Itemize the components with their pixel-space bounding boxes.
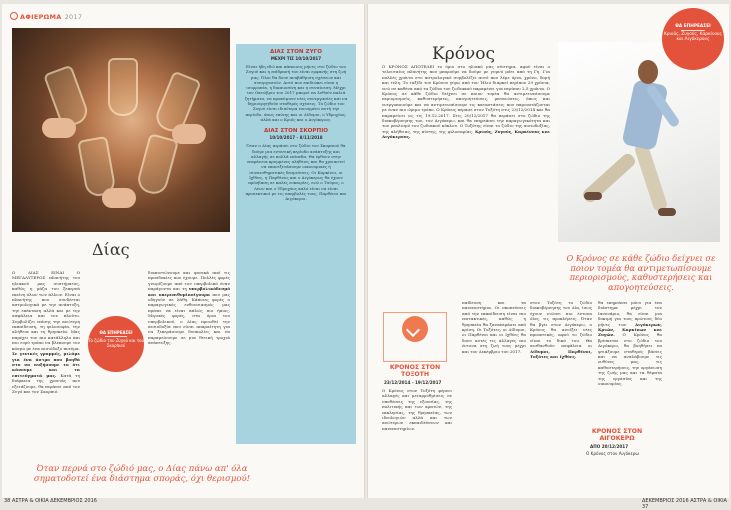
body-column: Ο ΔΙΑΣ ΕΙΝΑΙ Ο ΜΕΓΑΛΥΤΕΡΟΣ πλανήτης του ηλιακού μας συστήματος, καθώς η μάζα του ξεπερνά εκείνη όλων των άλλων. Είναι ο πλανήτης που συνδέεται αστρολογικά με την ανάπτυξη, την επέκταση αλλά και με την ασφάλεια και τον πλούτο. Συμβολίζει επίσης την ανώτερη εκπαίδευση, τη φιλοσοφία, την αλήθεια και τη θρησκεία. Μας παρέχει τον πιο κατάλληλο και πιο ευρύ τρόπο να βλέπουμε τον κόσμο με ένα αισιόδοξο πνεύμα. Σε γενικές γραμμές, μιλάμε για ένα άστρο που βοηθά στο να αυξήσουμε το ότι κάνουμε και τα επιτεύγματά μας. Κατά τη διάρκεια της χρονιάς που εξετάζουμε, θα περάσει από τον Ζυγό και τον Σκορπιό. xyxy=(12,270,80,394)
pull-quote: Όταν περνά στο ζώδιό μας, ο Δίας πάνω απ' όλα σηματοδοτεί ένα διάστημα σποράς, όχι θερισμού! xyxy=(33,464,251,484)
body-column: διαπιστώνουμε και φυσικά από τις προσδοκίες που έχουμε. Πολλές φορές γνωρίζουμε από τον υπερβολικό έναν παράγοντα και τη υπερβολικόδεσμό και υπερεπιθυμίασίγουρα που μας οδηγούν σε λάθη. Κάποιες φορές ο παραγωγικός ενθουσιασμός μας πρέπει να είναι απλώς πιο ήπιος. Μερικές φορές, στα όρια του υπερβολικού, ο Δίας προωθεί την αισιοδοξία που είναι απαραίτητη για να ξεπεράσουμε δυσκολίες και να παραμείνουμε σε μια θετική τροχιά ανάπτυξης. xyxy=(148,270,230,346)
affects-badge: ΘΑ ΕΠΗΡΕΑΣΕΙ Κριούς, Ζυγούς, Καρκίνους και Αιγόκερους xyxy=(662,8,724,70)
pull-quote: Ο Κρόνος σε κάθε ζώδιο δείχνει σε ποιον τομέα θα αντιμετωπίσουμε περιορισμούς, καθυστερήσεις και απογοητεύσεις. xyxy=(566,253,716,292)
body-column: Ο ΚΡΟΝΟΣ ΑΠΟΤΕΛΕΙ το όριο στο ηλιακό μας σύστημα, αφού είναι ο τελευταίος πλανήτης που μπορούμε να δούμε με γυμνό μάτι από τη Γη. Για πολλές χρόνια στο αστρολογικό συμβολίζει αυτό που λέμε όρια, χρόνο, δομή και τέλη. Το ταξίδι του Κρόνου γύρω από τον Ήλιο διαρκεί περίπου 29 χρόνια, ενώ σε καθένα από τα ζώδια του ζωδιακού παραμένει για περίπου 2,5 χρόνια. Ο Κρόνος σε κάθε ζώδιο δείχνει σε ποιον τομέα θα αντιμετωπίσουμε περιορισμούς, καθυστερήσεις, απογοητεύσεις, ματαιώσεις, όπως και ενεργοποιούμε και να αντιμετωπίσουμε τις καταστάσεις που παρουσιάζονται με έναν πιο ώριμο τρόπο. Ο Κρόνος πέρασε στον Τοξότη στις 23/12/2014 και θα παραμείνει ως τις 19.12.2017. Στις 20/12/2017 θα περάσει στο ζώδιο της διακυβέρνησης του, τον Αιγόκερω, και θα επηρεάσει την παραγωγικότητα και τον ρεαλισμό του ζωδιακού κύκλου. Ο Τοξότης είναι το ζώδιο της αισιοδοξίας, της αλήθειας, της πίστης, της φιλοσοφίας. Κριούς, Ζυγούς, Καρκίνους και Αιγόκερους. xyxy=(382,64,550,140)
circle-bullet-icon xyxy=(10,12,18,20)
article-title-dias: Δίας xyxy=(92,240,130,259)
transit-date: 23/12/2014 - 19/12/2017 xyxy=(384,380,442,385)
saturn-transits-section xyxy=(380,300,722,490)
sidebar-heading: ΔΙΑΣ ΣΤΟΝ ΖΥΓΟ xyxy=(270,49,322,55)
sidebar-text: Όταν ο Δίας περάσει στο ζώδιο του Σκορπιού θα δούμε μια εντατική περίοδο ανάπτυξης και αλλαγής σε πολλά επίπεδα. Θα έρθουν στην επιφάνεια κρυμμένες αλήθειες και θα χρειαστεί να επανεξετάσουμε οικονομικές ή συναισθηματικές δεσμεύσεις. Οι Καρκίνοι, οι Ιχθύες, η Παρθένος και ο Αιγόκερως θα έχουν πρόσβαση σε καλές ευκαιρίες, ενώ ο Ταύρος, ο Λέων και ο Υδροχόος καλό είναι να είναι προσεκτικοί με τις υπερβολές τους. Παρθένοι και Αιγόκεροι. xyxy=(245,143,347,202)
sidebar-date: 10/10/2017 - 8/11/2018 xyxy=(269,135,323,141)
hand-image xyxy=(172,124,206,144)
transit-date: ΑΠΟ 20/12/2017 xyxy=(590,444,629,449)
article-title-kronos: Κρόνος xyxy=(432,44,496,64)
toxoti-box xyxy=(380,300,458,490)
footer-left: 38 ΑΣΤΡΑ & ΟΙΚΙΑ ΔΕΚΕΜΒΡΙΟΣ 2016 xyxy=(4,498,97,504)
glass-image xyxy=(108,58,138,116)
toast-photo xyxy=(12,28,230,232)
transit-heading: ΚΡΟΝΟΣ ΣΤΟΝ ΑΙΓΟΚΕΡΩ xyxy=(591,428,643,442)
transit-text: Ο Κρόνος στον Τοξότη φέρνει αλλαγές και μεταρρυθμίσεις σε υποθέσεις της εξουσίας, της πολιτικής και των κρατών, της εκκλησίας, της θρησκείας, των ιδεολογιών αλλά και των ανώτερων εκπαιδεύσεων και πανεπιστημίων. xyxy=(382,388,452,431)
transit-heading: ΚΡΟΝΟΣ ΣΤΟΝ ΤΟΞΟΤΗ xyxy=(389,364,441,378)
jupiter-sidebar-box xyxy=(236,44,356,444)
hand-image xyxy=(42,118,76,138)
body-column: παίδευση και τα πανεπιστήμια. Οι σκοπεύσεις από την εκπαίδευση είναι πιο επιτακτικές, καθώς η θρησκεία θα ξαναπεράσει από κρίση. Οι Τοξότες, οι Δίδυμοι, οι Παρθένοι και οι Ιχθύες θα δουν αυτές τις αλλαγές πιο έντονα στη ζωή τους μέχρι και τον Δεκέμβριο του 2017. xyxy=(462,300,526,354)
sidebar-text: Είναι ήδη εδώ και κάποιους μήνες στο ζώδιο του Ζυγού και η επίδρασή του είναι εμφανής στη ζωή μας. Όλοι θα δουν αναβάθμιση σχέσεων και συνεργασιών. Αυτό που επιδιώκει είναι η ισορροπία, η δικαιοσύνη και η συναίνεση. Μέχρι τον Οκτώβριο του 2017 μπορεί να λυθούν παλιά ζητήματα, να προκύψουν νέες συνεργασίες και να δημιουργηθούν σταθερές σχέσεις. Το ζώδιο του Ζυγού είναι ιδιαίτερα ευνοημένο αυτή την περίοδο, όπως επίσης και οι Δίδυμοι, ο Υδροχόος, αλλά και ο Κριός και ο Αιγόκερως. xyxy=(244,64,348,122)
section-header: ΑΦΙΕΡΩΜΑ 2017 xyxy=(10,12,82,21)
right-page xyxy=(368,4,729,498)
sidebar-date: ΜΕΧΡΙ ΤΙΣ 10/10/2017 xyxy=(270,56,322,61)
footer-right: ΔΕΚΕΜΒΡΙΟΣ 2016 ΑΣΤΡΑ & ΟΙΚΙΑ 37 xyxy=(642,498,727,510)
sidebar-heading: ΔΙΑΣ ΣΤΟΝ ΣΚΟΡΠΙΟ xyxy=(263,128,329,135)
affects-badge: ΘΑ ΕΠΗΡΕΑΣΕΙ Το ζώδιο του Ζυγού και του Σκορπιού xyxy=(88,316,144,372)
body-column: θα επηρεάσει μόνο για ένα διάστημα μέχρι τον Ιανουάριο, θα είναι μια δοκιμή για τους πρώτους δύο μήνες των Αιγόκερων, Κριών, Καρκίνων και Ζυγών. Ο Κρόνος θα βρίσκεται στο ζώδιο του Αιγόκερω, θα βοηθήσει να φτιάξουμε σταθερές βάσεις και να αναλάβουμε τις ευθύνες μας, τις καθυστερήσεις, την οργάνωση της ζωής μας και τα θέματα της εργασίας και της οικονομίας. xyxy=(598,300,662,387)
body-column: στον Τοξότη το ζώδιο διακυβέρνησης του Δία, ίσως έχουν νιώσει πιο έντονα όλες τις προκλήσεις. Όταν θα βγει στον Αιγόκερω, ο Κρόνος θα ανοίξει νέες προοπτικές, αφού το ζώδιο είναι το δικό του. Θα αισθανθούν ασφάλεια οι Δίδυμοι, Παρθένοι, Τοξότες και Ιχθύες. xyxy=(530,300,592,360)
runner-photo xyxy=(558,42,720,242)
hand-image xyxy=(102,188,136,208)
glass-image xyxy=(135,133,179,197)
transit-text: Ο Κρόνος στον Αιγόκερω xyxy=(586,451,639,456)
left-page xyxy=(2,4,364,498)
